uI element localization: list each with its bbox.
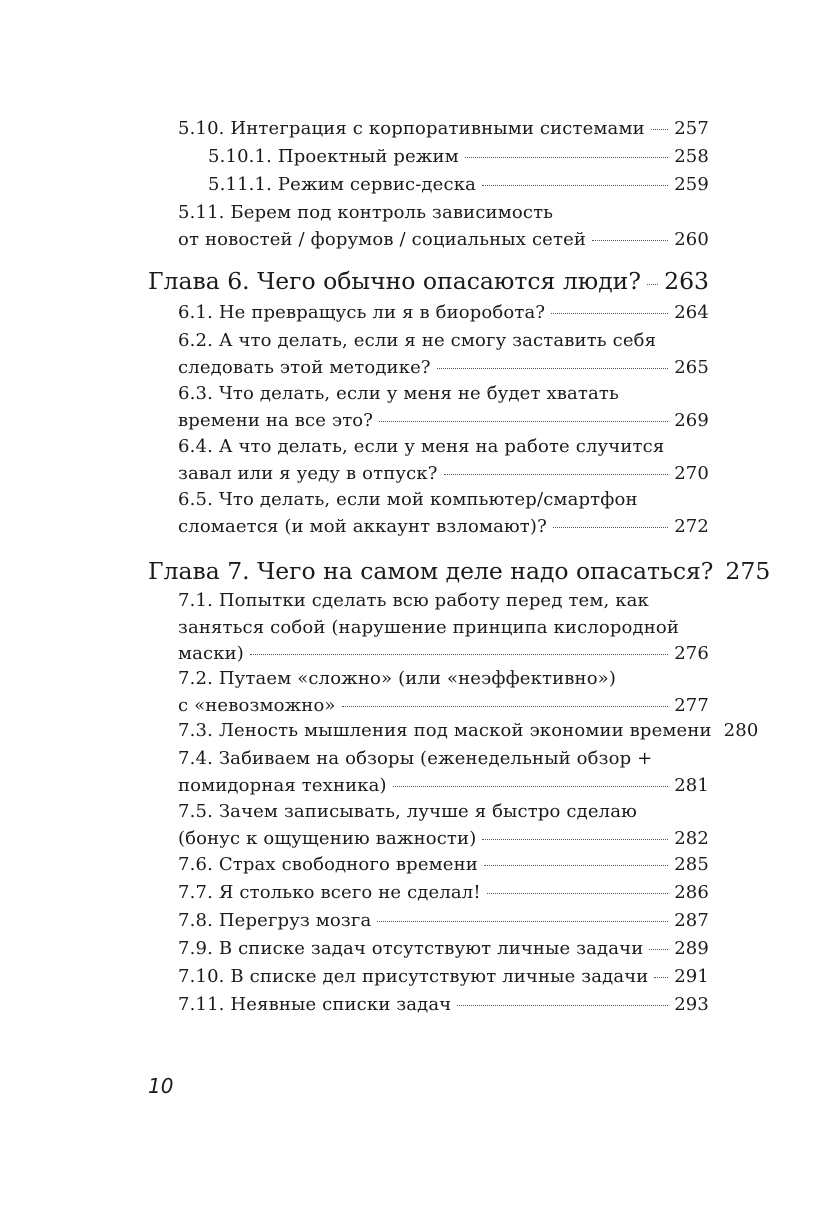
- toc-entry-title: 6.1. Не превращусь ли я в биоробота?: [178, 302, 546, 323]
- toc-page-number: 286: [674, 882, 709, 903]
- toc-entry-line: [178, 487, 638, 514]
- dot-leader: [482, 185, 668, 186]
- toc-page-number: 277: [674, 694, 709, 716]
- toc-entry-line: [148, 556, 771, 586]
- dot-leader: [649, 949, 668, 950]
- toc-entry-line: [178, 666, 616, 693]
- toc-entry-title: (бонус к ощущению важности): [178, 827, 477, 849]
- toc-entry-title: помидорная техника): [178, 774, 387, 796]
- toc-entry-line: [178, 773, 709, 800]
- toc-entry-line: [178, 434, 664, 461]
- toc-entry-title: завал или я уеду в отпуск?: [178, 462, 438, 484]
- toc-entry-line: [178, 355, 709, 382]
- dot-leader: [484, 865, 668, 866]
- toc-entry-line: [178, 588, 649, 615]
- toc-page-number: 287: [674, 910, 709, 931]
- toc-page-number: 270: [674, 462, 709, 484]
- toc-entry-line: [178, 200, 553, 227]
- toc-entry-title: маски): [178, 643, 244, 664]
- toc-entry-title: 7.6. Страх свободного времени: [178, 854, 478, 875]
- toc-entry-title: Глава 6. Чего обычно опасаются люди?: [148, 267, 641, 295]
- toc-page-number: 281: [674, 774, 709, 796]
- toc-page-number: 269: [674, 409, 709, 431]
- toc-entry-line: [178, 936, 709, 963]
- toc-entry-line: [208, 172, 709, 199]
- toc-entry-line: [178, 826, 709, 853]
- toc-entry-line: [178, 746, 652, 773]
- dot-leader: [457, 1005, 668, 1006]
- dot-leader: [551, 313, 668, 314]
- toc-entry-title: 6.4. А что делать, если у меня на работе случится: [178, 436, 665, 457]
- toc-page-number: 282: [674, 827, 709, 849]
- toc-entry-title: 5.10. Интеграция с корпоративными системами: [178, 118, 645, 139]
- toc-entry-title: 6.3. Что делать, если у меня не будет хватать: [178, 383, 619, 404]
- toc-entry-title: с «невозможно»: [178, 694, 336, 716]
- toc-entry-line: [178, 908, 709, 935]
- toc-entry-line: [208, 144, 709, 171]
- toc-entry-title: 7.7. Я столько всего не сделал!: [178, 882, 481, 903]
- dot-leader: [651, 129, 668, 130]
- toc-entry-title: 7.4. Забиваем на обзоры (еженедельный обзор +: [178, 748, 653, 769]
- dot-leader: [465, 157, 668, 158]
- toc-entry-line: [178, 461, 709, 488]
- toc-page-number: 291: [674, 966, 709, 987]
- dot-leader: [250, 654, 668, 655]
- toc-page-number: 263: [664, 267, 709, 295]
- toc-entry-line: [178, 693, 709, 720]
- toc-entry-line: [178, 992, 709, 1019]
- toc-entry-line: [178, 227, 709, 254]
- toc-entry-line: [178, 799, 637, 826]
- toc-entry-title: сломается (и мой аккаунт взломают)?: [178, 515, 547, 537]
- toc-page-number: 264: [674, 302, 709, 323]
- toc-entry-line: [178, 615, 679, 642]
- toc-entry-title: 5.11.1. Режим сервис-деска: [208, 174, 476, 195]
- toc-entry-title: 7.3. Леность мышления под маской экономии времени: [178, 720, 712, 741]
- toc-page-number: 257: [674, 118, 709, 139]
- toc-entry-line: [178, 328, 656, 355]
- toc-entry-title: 7.8. Перегруз мозга: [178, 910, 372, 931]
- dot-leader: [377, 921, 668, 922]
- toc-entry-title: 7.5. Зачем записывать, лучше я быстро сделаю: [178, 801, 637, 822]
- toc-entry-line: [178, 852, 709, 879]
- toc-entry-line: [178, 641, 709, 668]
- toc-entry-line: [148, 266, 709, 296]
- toc-entry-line: [178, 408, 709, 435]
- toc-entry-title: следовать этой методике?: [178, 356, 431, 378]
- dot-leader: [444, 474, 669, 475]
- dot-leader: [482, 839, 668, 840]
- toc-entry-line: [178, 964, 709, 991]
- toc-entry-title: Глава 7. Чего на самом деле надо опасаться?: [148, 557, 714, 585]
- toc-entry-title: 7.2. Путаем «сложно» (или «неэффективно»): [178, 668, 617, 689]
- toc-entry-line: [178, 381, 619, 408]
- toc-page-number: 259: [674, 174, 709, 195]
- toc-page-number: 275: [725, 557, 771, 585]
- toc-entry-line: [178, 718, 759, 745]
- toc-page-number: 293: [674, 994, 709, 1015]
- toc-entry-line: [178, 116, 709, 143]
- toc-page-number: 265: [674, 356, 709, 378]
- toc-entry-line: [178, 300, 709, 327]
- toc-entry-title: заняться собой (нарушение принципа кислородной: [178, 616, 680, 638]
- toc-entry-title: 5.11. Берем под контроль зависимость: [178, 202, 554, 223]
- dot-leader: [393, 786, 668, 787]
- toc-page-number: 289: [674, 938, 709, 959]
- toc-page-number: 258: [674, 146, 709, 167]
- toc-entry-title: 7.9. В списке задач отсутствуют личные задачи: [178, 938, 644, 959]
- toc-page-number: 272: [674, 515, 709, 537]
- dot-leader: [437, 368, 668, 369]
- toc-entry-title: от новостей / форумов / социальных сетей: [178, 228, 587, 250]
- toc-entry-title: 7.10. В списке дел присутствуют личные задачи: [178, 966, 649, 987]
- toc-page-number: 276: [674, 643, 709, 664]
- toc-page-number: 260: [674, 228, 709, 250]
- toc-page-number: 280: [723, 720, 759, 741]
- dot-leader: [654, 977, 668, 978]
- toc-entry-title: 7.1. Попытки сделать всю работу перед тем, как: [178, 590, 649, 611]
- toc-entry-title: времени на все это?: [178, 409, 374, 431]
- toc-entry-title: 6.2. А что делать, если я не смогу заставить себя: [178, 330, 657, 351]
- dot-leader: [487, 893, 668, 894]
- toc-entry-line: [178, 514, 709, 541]
- toc-entry-title: 7.11. Неявные списки задач: [178, 994, 452, 1015]
- toc-entry-title: 5.10.1. Проектный режим: [208, 146, 459, 167]
- toc-page-number: 285: [674, 854, 709, 875]
- dot-leader: [592, 240, 668, 241]
- dot-leader: [379, 421, 668, 422]
- dot-leader: [342, 706, 669, 707]
- dot-leader: [553, 527, 668, 528]
- toc-entry-title: 6.5. Что делать, если мой компьютер/смартфон: [178, 489, 638, 510]
- toc-entry-line: [178, 880, 709, 907]
- page-number: 10: [148, 1074, 174, 1098]
- dot-leader: [647, 284, 658, 285]
